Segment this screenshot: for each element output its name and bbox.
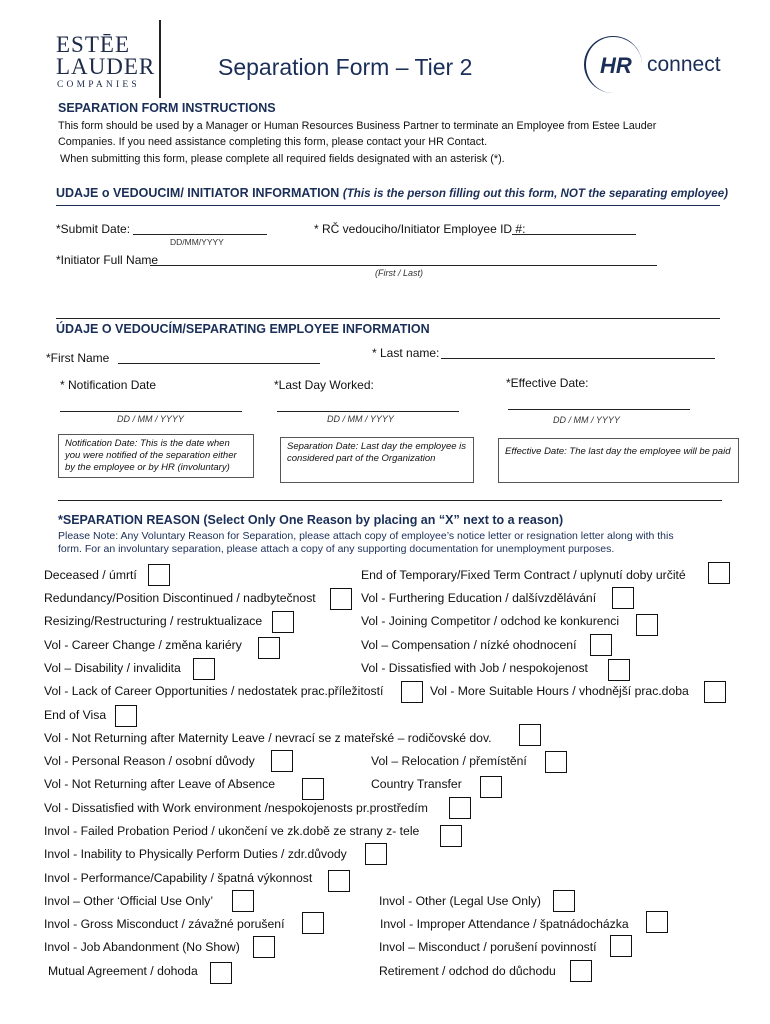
initiator-full-name-field[interactable] [150, 265, 657, 266]
hr-logo-bold: HR [600, 53, 632, 78]
employee-id-field[interactable] [512, 234, 636, 235]
checkbox-improper-attendance[interactable] [646, 911, 668, 933]
last-name-field[interactable] [441, 358, 715, 359]
employee-heading: ÚDAJE O VEDOUCÍM/SEPARATING EMPLOYEE INFORMATION [56, 322, 430, 336]
last-day-worked-field[interactable] [277, 411, 459, 412]
reason-furthering-education: Vol - Furthering Education / dalšívzdělávání [361, 591, 597, 605]
reason-dissatisfied-environment: Vol - Dissatisfied with Work environment /nespokojenosts pr.prostředím [44, 801, 428, 815]
checkbox-job-abandonment[interactable] [253, 936, 275, 958]
hr-logo-text: connect [647, 53, 721, 76]
effective-date-hint: DD / MM / YYYY [553, 415, 620, 425]
reason-personal: Vol - Personal Reason / osobní důvody [44, 754, 255, 768]
checkbox-retirement[interactable] [570, 960, 592, 982]
submit-date-field[interactable] [133, 234, 267, 235]
reason-resizing: Resizing/Restructuring / restruktualizace [44, 614, 263, 628]
reason-career-change: Vol - Career Change / změna kariéry [44, 638, 242, 652]
initiator-heading [56, 186, 728, 200]
checkbox-dissatisfied-job[interactable] [608, 659, 630, 681]
checkbox-end-of-visa[interactable] [115, 705, 137, 727]
reason-country-transfer: Country Transfer [371, 777, 462, 791]
reason-note-line1: Please Note: Any Voluntary Reason for Separation, please attach copy of employee’s notice letter or resignation letter along with this [58, 530, 674, 542]
checkbox-joining-competitor[interactable] [636, 614, 658, 636]
notification-date-label: * Notification Date [60, 378, 157, 392]
reason-leave-of-absence: Vol - Not Returning after Leave of Absence [44, 777, 276, 791]
separation-date-note: Separation Date: Last day the employee is considered part of the Organization [280, 437, 474, 483]
initiator-heading-italic: (This is the person filling out this form, NOT the separating employee) [342, 187, 729, 200]
reason-gross-misconduct: Invol - Gross Misconduct / závažné porušení [44, 917, 285, 931]
checkbox-disability[interactable] [193, 658, 215, 680]
checkbox-leave-of-absence[interactable] [302, 778, 324, 800]
reason-improper-attendance: Invol - Improper Attendance / špatnádocházka [380, 917, 629, 931]
checkbox-country-transfer[interactable] [480, 776, 502, 798]
checkbox-compensation[interactable] [590, 634, 612, 656]
checkbox-career-change[interactable] [258, 637, 280, 659]
reason-joining-competitor: Vol - Joining Competitor / odchod ke konkurenci [361, 614, 620, 628]
reason-job-abandonment: Invol - Job Abandonment (No Show) [44, 940, 240, 954]
reason-dissatisfied-job: Vol - Dissatisfied with Job / nespokojenost [361, 661, 588, 675]
employee-id-label: * RČ vedouciho/Initiator Employee ID #: [314, 222, 526, 236]
reason-end-of-contract: End of Temporary/Fixed Term Contract / uplynutí doby určité [361, 568, 686, 582]
reason-compensation: Vol – Compensation / nízké ohodnocení [361, 638, 577, 652]
last-name-label: * Last name: [372, 346, 440, 360]
checkbox-mutual-agreement[interactable] [210, 962, 232, 984]
section-divider-2 [58, 500, 722, 501]
checkbox-performance[interactable] [328, 870, 350, 892]
initiator-full-name-label: *Initiator Full Name [56, 253, 159, 267]
checkbox-relocation[interactable] [545, 751, 567, 773]
checkbox-other-official[interactable] [232, 890, 254, 912]
submit-date-label: *Submit Date: [56, 222, 131, 236]
notification-date-field[interactable] [60, 411, 242, 412]
effective-date-label: *Effective Date: [506, 376, 589, 390]
effective-date-note: Effective Date: The last day the employee will be paid [498, 438, 739, 483]
reason-other-legal: Invol - Other (Legal Use Only) [379, 894, 541, 908]
checkbox-personal[interactable] [271, 750, 293, 772]
reason-suitable-hours: Vol - More Suitable Hours / vhodnější prac.doba [430, 684, 689, 698]
logo-line1: ESTĒE [56, 32, 130, 57]
checkbox-misconduct[interactable] [610, 935, 632, 957]
initiator-full-name-hint: (First / Last) [375, 268, 424, 278]
submit-date-hint: DD/MM/YYYY [170, 237, 224, 247]
reason-lack-career-opportunities: Vol - Lack of Career Opportunities / nedostatek prac.příležitostí [44, 684, 384, 698]
checkbox-other-legal[interactable] [553, 890, 575, 912]
instructions-heading: SEPARATION FORM INSTRUCTIONS [58, 101, 276, 115]
logo-line3: COMPANIES [57, 80, 140, 90]
instructions-line3: When submitting this form, please complete all required fields designated with an asterisk (*). [60, 153, 505, 165]
checkbox-suitable-hours[interactable] [704, 681, 726, 703]
notification-date-hint: DD / MM / YYYY [117, 414, 184, 424]
logo-line2: LAUDER [56, 54, 156, 79]
checkbox-furthering-education[interactable] [612, 587, 634, 609]
reason-end-of-visa: End of Visa [44, 708, 107, 722]
checkbox-failed-probation[interactable] [440, 825, 462, 847]
initiator-heading-rule [56, 205, 720, 206]
notification-date-note: Notification Date: This is the date when you were notified of the separation either by the employee or by HR (involuntary) [58, 434, 254, 478]
reason-failed-probation: Invol - Failed Probation Period / ukončení ve zk.době ze strany z- tele [44, 824, 420, 838]
section-divider-1 [56, 318, 720, 319]
reason-retirement: Retirement / odchod do důchodu [379, 964, 556, 978]
checkbox-gross-misconduct[interactable] [302, 912, 324, 934]
reason-heading: *SEPARATION REASON (Select Only One Reason by placing an “X” next to a reason) [58, 513, 564, 527]
checkbox-inability-duties[interactable] [365, 843, 387, 865]
checkbox-deceased[interactable] [148, 564, 170, 586]
logo-divider [159, 20, 161, 98]
reason-other-official: Invol – Other ‘Official Use Only’ [44, 894, 214, 908]
checkbox-lack-career-opportunities[interactable] [401, 681, 423, 703]
reason-note-line2: form. For an involuntary separation, please attach a copy of any supporting documentation for unemployment purposes. [58, 543, 615, 555]
reason-deceased: Deceased / úmrtí [44, 568, 137, 582]
reason-inability-duties: Invol - Inability to Physically Perform Duties / zdr.důvody [44, 847, 347, 861]
checkbox-redundancy[interactable] [330, 588, 352, 610]
last-day-worked-hint: DD / MM / YYYY [327, 414, 394, 424]
reason-mutual-agreement: Mutual Agreement / dohoda [48, 964, 198, 978]
reason-redundancy: Redundancy/Position Discontinued / nadbytečnost [44, 591, 316, 605]
last-day-worked-label: *Last Day Worked: [274, 378, 374, 392]
reason-performance: Invol - Performance/Capability / špatná výkonnost [44, 871, 313, 885]
reason-relocation: Vol – Relocation / přemístění [371, 754, 527, 768]
reason-maternity-leave: Vol - Not Returning after Maternity Leave / nevrací se z mateřské – rodičovské dov. [44, 731, 492, 745]
checkbox-maternity-leave[interactable] [519, 724, 541, 746]
instructions-line2: Companies. If you need assistance completing this form, please contact your HR Contact. [58, 136, 488, 148]
checkbox-dissatisfied-environment[interactable] [449, 797, 471, 819]
form-title: Separation Form – Tier 2 [218, 54, 473, 80]
checkbox-end-of-contract[interactable] [708, 562, 730, 584]
effective-date-field[interactable] [508, 409, 690, 410]
first-name-label: *First Name [46, 351, 110, 365]
reason-disability: Vol – Disability / invalidita [44, 661, 181, 675]
first-name-field[interactable] [118, 363, 320, 364]
checkbox-resizing[interactable] [272, 611, 294, 633]
reason-misconduct: Invol – Misconduct / porušení povinností [379, 940, 597, 954]
initiator-heading-bold: UDAJE o VEDOUCIM/ INITIATOR INFORMATION [56, 186, 340, 200]
instructions-line1: This form should be used by a Manager or Human Resources Business Partner to terminate an Employee from Estee Lauder [58, 120, 657, 132]
